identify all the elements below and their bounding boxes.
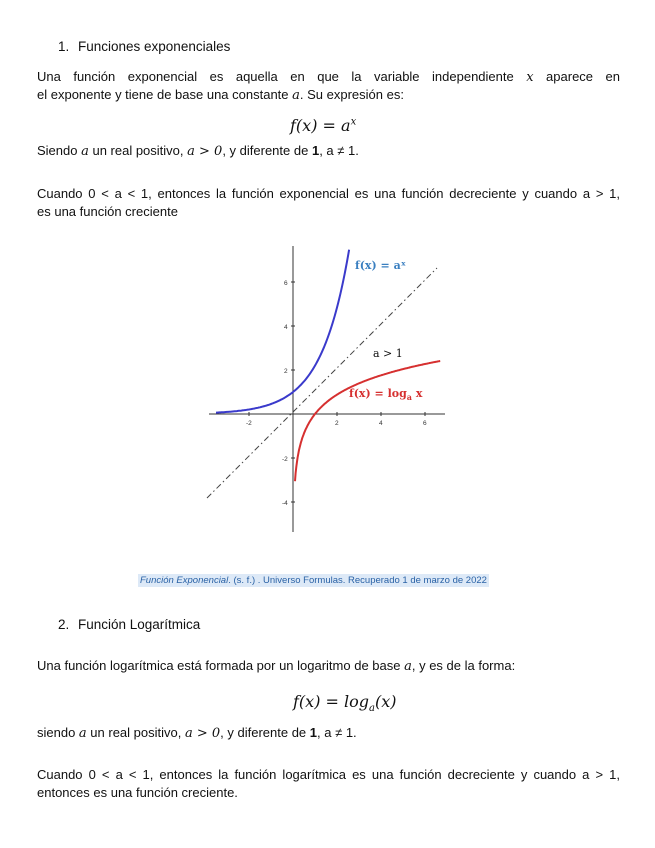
- x-tick-label: 6: [423, 420, 427, 427]
- log-curve: [295, 361, 440, 481]
- log-condition: siendo a un real positivo, a > 0, y diferente de 1, a ≠ 1.: [37, 725, 357, 741]
- x-tick-label: -2: [246, 420, 252, 427]
- exp-formula: $f(x) = a^x$: [290, 116, 357, 135]
- identity-line: [207, 268, 437, 498]
- log-formula: $f(x) = \log_a(x)$: [293, 692, 397, 715]
- exp-behavior-line-1: Cuando 0 < a < 1, entonces la función exponencial es una función decreciente y cuando a > 1,: [37, 186, 621, 201]
- log-curve-label: $f(x) = \log_a x$: [349, 387, 423, 402]
- exp-behavior-line-2: es una función creciente: [37, 204, 178, 219]
- y-tick-label: 2: [284, 368, 288, 375]
- section-1-heading: [58, 39, 230, 54]
- a-greater-1-label: a > 1: [373, 347, 403, 360]
- x-tick-label: 2: [335, 420, 339, 427]
- section-1-number: 1.: [58, 39, 70, 54]
- caption-source: Función Exponencial: [140, 575, 229, 586]
- caption-rest: . (s. f.) . Universo Formulas. Recuperado 1 de marzo de 2022: [228, 575, 487, 586]
- log-behavior-line-1: Cuando 0 < a < 1, entonces la función logarítmica es una función decreciente y cuando a > 1,: [37, 767, 620, 782]
- section-2-number: 2.: [58, 617, 70, 632]
- y-tick-label: 6: [284, 280, 288, 287]
- log-definition: Una función logarítmica está formada por un logaritmo de base a, y es de la forma:: [37, 658, 516, 674]
- exp-condition: Siendo a un real positivo, a > 0, y diferente de 1, a ≠ 1.: [37, 143, 359, 159]
- exp-curve-label: f(x) = aˣ: [355, 259, 406, 272]
- x-tick-label: 4: [379, 420, 383, 427]
- y-tick-label: 4: [284, 324, 288, 331]
- exp-curve: [216, 250, 349, 413]
- section-2-title: Función Logarítmica: [78, 617, 201, 632]
- exp-definition-line-2: el exponente y tiene de base una constante a. Su expresión es:: [37, 87, 404, 103]
- section-2-heading: [58, 617, 200, 632]
- figure-caption: [138, 574, 489, 587]
- exp-definition-line-1: Una función exponencial es aquella en que la variable independiente x aparece en: [37, 69, 620, 85]
- y-tick-label: -4: [282, 500, 288, 507]
- log-behavior-line-2: entonces es una función creciente.: [37, 785, 238, 800]
- exp-log-graph: [205, 244, 450, 534]
- section-1-title: Funciones exponenciales: [78, 39, 231, 54]
- y-tick-label: -2: [282, 456, 288, 463]
